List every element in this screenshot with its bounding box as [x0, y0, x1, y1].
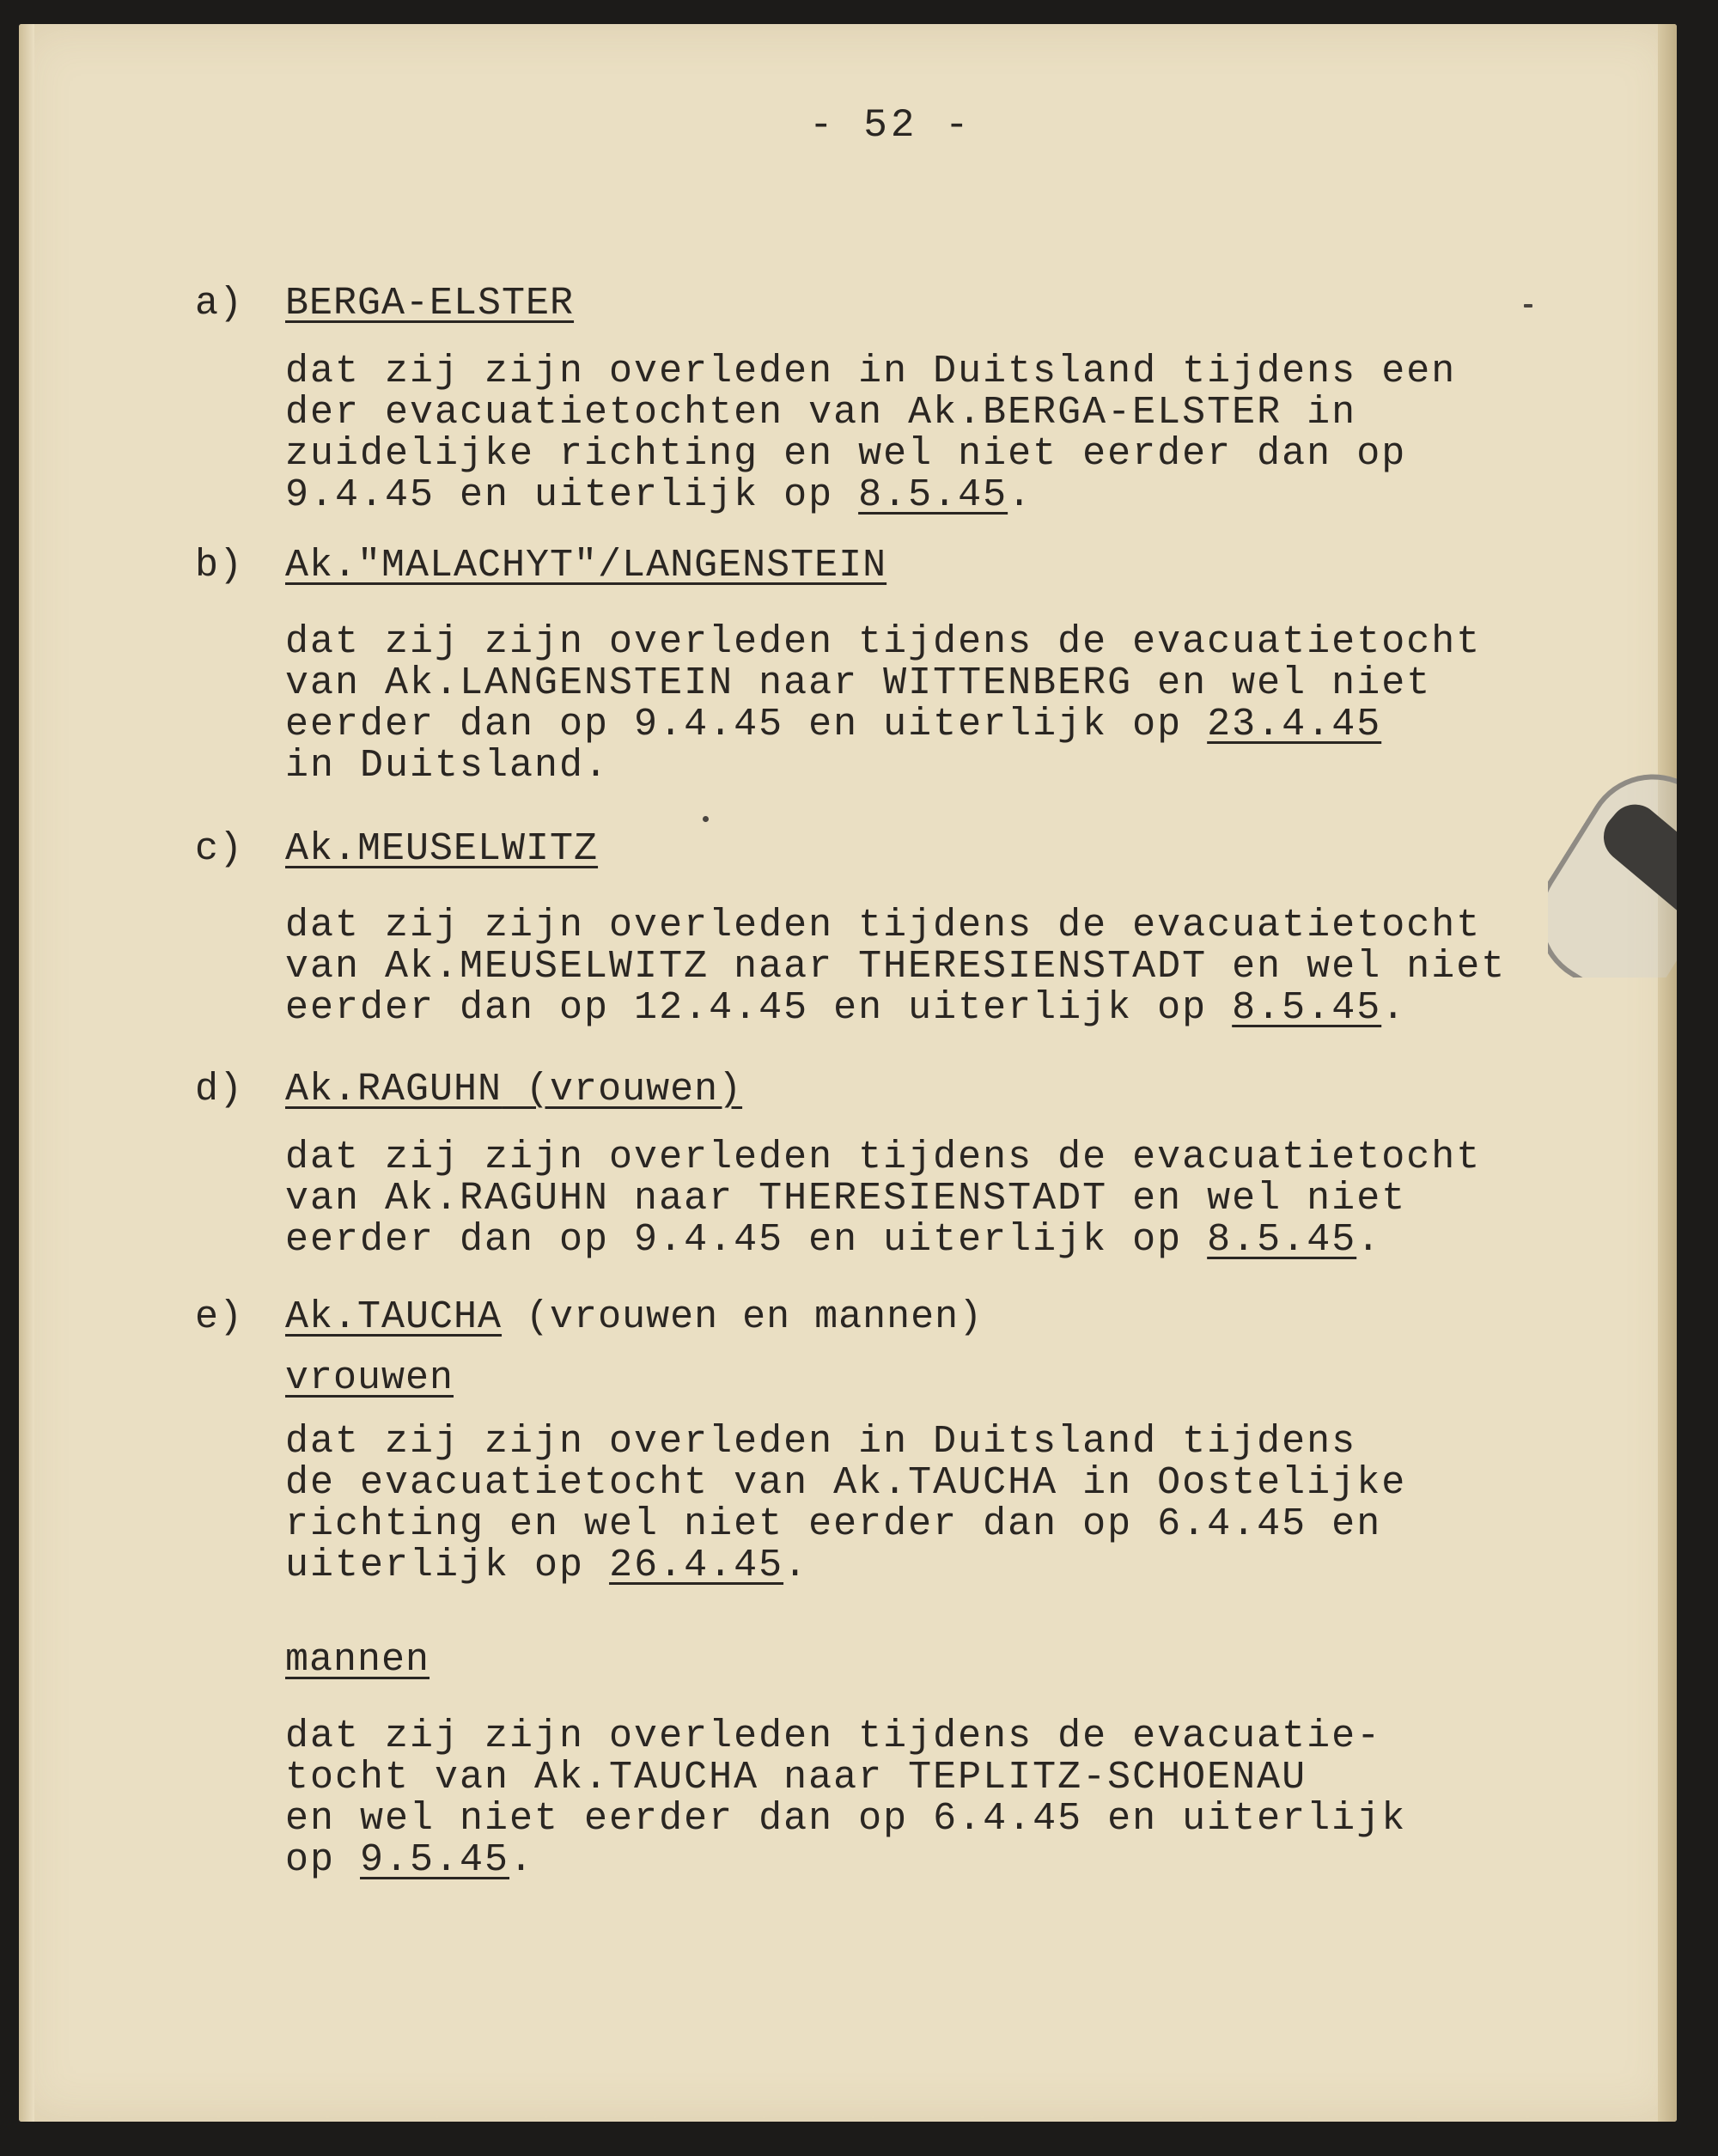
text-line — [285, 1840, 1569, 1881]
section-c — [195, 827, 1569, 1029]
date-underlined: 26.4.45 — [609, 1544, 784, 1587]
text-line: dat zij zijn overleden tijdens de evacuatie- — [285, 1714, 1382, 1758]
section-a — [195, 282, 1569, 516]
page-number: - 52 - — [809, 103, 972, 148]
section-label: b) — [195, 544, 244, 588]
section-heading — [195, 544, 1569, 588]
text-line: richting en wel niet eerder dan op 6.4.45 en — [285, 1502, 1382, 1546]
text-line — [285, 988, 1569, 1029]
text-line: dat zij zijn overleden in Duitsland tijdens een — [285, 350, 1457, 393]
text-fragment: uiterlijk op — [285, 1544, 610, 1587]
section-e — [195, 1295, 1569, 1881]
text-fragment: 9.4.45 en uiterlijk op — [285, 473, 859, 517]
section-title: Ak.MEUSELWITZ — [285, 827, 599, 871]
document-page — [19, 24, 1677, 2122]
subsection-body — [285, 1716, 1569, 1881]
section-d — [195, 1068, 1569, 1261]
text-line: van Ak.RAGUHN naar THERESIENSTADT en wel niet — [285, 1177, 1407, 1221]
section-heading — [195, 1068, 1569, 1111]
section-heading — [195, 282, 1569, 326]
date-underlined: 8.5.45 — [1232, 986, 1382, 1030]
section-heading — [195, 1295, 1569, 1339]
text-line: van Ak.LANGENSTEIN naar WITTENBERG en wel niet — [285, 661, 1432, 705]
subsection-body — [285, 1422, 1569, 1587]
text-line — [285, 1545, 1569, 1587]
text-line: der evacuatietochten van Ak.BERGA-ELSTER in — [285, 391, 1357, 435]
page-binding-shadow — [19, 24, 34, 2122]
section-title: Ak."MALACHYT"/LANGENSTEIN — [285, 544, 887, 588]
text-line — [285, 704, 1569, 746]
text-line: dat zij zijn overleden tijdens de evacuatietocht — [285, 1136, 1482, 1179]
section-body — [285, 1137, 1569, 1261]
text-fragment: . — [783, 1544, 809, 1587]
section-label: e) — [195, 1295, 244, 1339]
section-title: Ak.TAUCHA — [285, 1295, 503, 1339]
subsection-heading-mannen — [285, 1638, 1569, 1682]
text-fragment: eerder dan op 9.4.45 en uiterlijk op — [285, 703, 1208, 746]
section-body — [285, 905, 1569, 1029]
text-fragment: op — [285, 1838, 361, 1882]
text-fragment: . — [1381, 986, 1407, 1030]
section-label: d) — [195, 1068, 244, 1111]
date-underlined: 8.5.45 — [858, 473, 1008, 517]
text-line: in Duitsland. — [285, 744, 610, 788]
title-note: (vrouwen en mannen) — [502, 1295, 984, 1339]
text-line: de evacuatietocht van Ak.TAUCHA in Oostelijke — [285, 1461, 1407, 1505]
text-fragment: . — [1356, 1218, 1382, 1262]
text-line: dat zij zijn overleden tijdens de evacuatietocht — [285, 904, 1482, 947]
title-text: Ak.RAGUHN — [285, 1068, 503, 1111]
date-underlined: 23.4.45 — [1207, 703, 1382, 746]
text-line — [285, 475, 1569, 516]
text-fragment: . — [509, 1838, 535, 1882]
section-title — [285, 1068, 742, 1111]
text-line: en wel niet eerder dan op 6.4.45 en uiterlijk — [285, 1797, 1407, 1841]
ink-spot — [703, 816, 709, 822]
section-body — [285, 622, 1569, 787]
section-title: BERGA-ELSTER — [285, 282, 575, 326]
subsection-title: mannen — [285, 1638, 430, 1682]
text-fragment: . — [1008, 473, 1033, 517]
text-line: dat zij zijn overleden tijdens de evacuatietocht — [285, 620, 1482, 664]
date-underlined: 8.5.45 — [1207, 1218, 1357, 1262]
text-line: zuidelijke richting en wel niet eerder dan op — [285, 432, 1407, 476]
text-line: van Ak.MEUSELWITZ naar THERESIENSTADT en wel niet — [285, 945, 1507, 989]
section-heading — [195, 827, 1569, 871]
text-line: dat zij zijn overleden in Duitsland tijdens — [285, 1420, 1357, 1464]
text-line — [285, 1220, 1569, 1261]
section-b — [195, 544, 1569, 787]
text-fragment: eerder dan op 9.4.45 en uiterlijk op — [285, 1218, 1208, 1262]
text-line: tocht van Ak.TAUCHA naar TEPLITZ-SCHOENAU — [285, 1756, 1307, 1800]
section-label: c) — [195, 827, 244, 871]
date-underlined: 9.5.45 — [360, 1838, 510, 1882]
section-label: a) — [195, 282, 244, 326]
section-body — [285, 351, 1569, 516]
title-note: (vrouwen) — [502, 1068, 743, 1111]
ink-spot — [1524, 304, 1532, 308]
subsection-title: vrouwen — [285, 1356, 454, 1400]
subsection-heading-vrouwen — [285, 1356, 1569, 1400]
text-fragment: eerder dan op 12.4.45 en uiterlijk op — [285, 986, 1233, 1030]
page-edge — [1658, 24, 1677, 2122]
